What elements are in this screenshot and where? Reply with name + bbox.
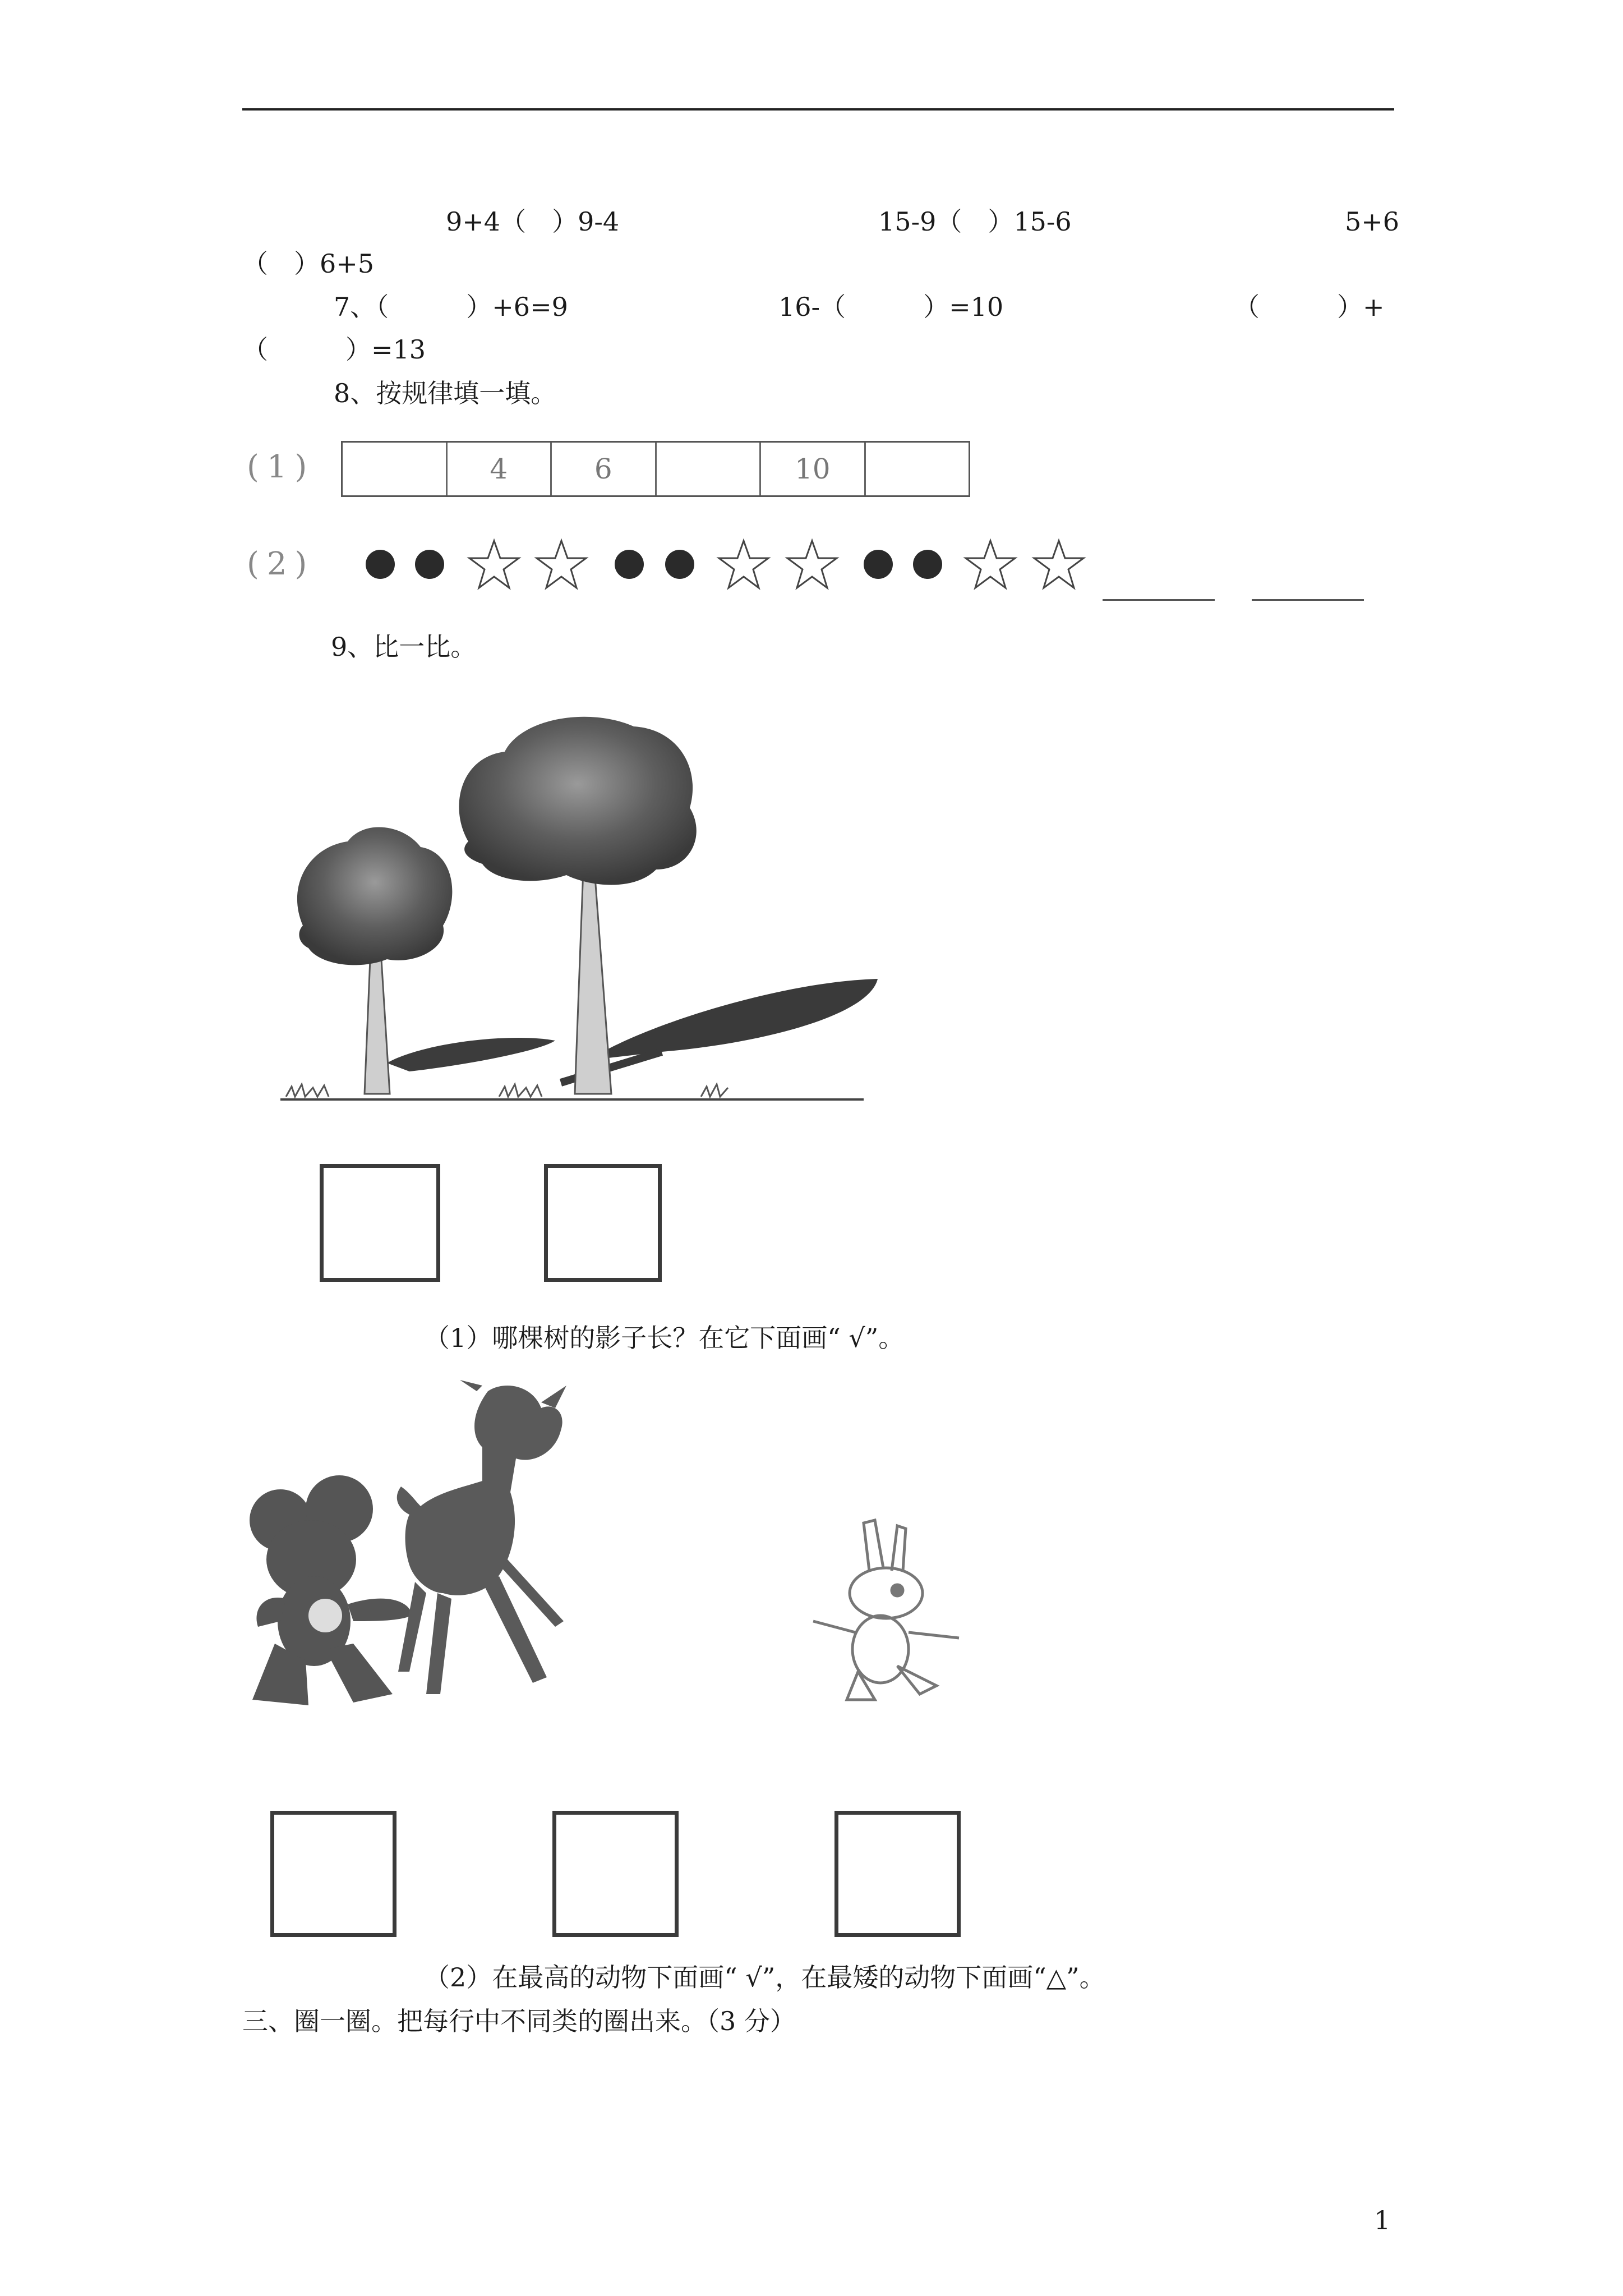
pattern-star bbox=[718, 539, 769, 590]
answer-box-small-tree[interactable] bbox=[320, 1164, 440, 1282]
pattern-star bbox=[468, 539, 520, 590]
deer-figure bbox=[397, 1380, 566, 1694]
question-7-part-3-start: （ ）+ bbox=[1234, 292, 1385, 322]
page-number: 1 bbox=[1374, 2205, 1391, 2235]
comparison-3-end: （ ）6+5 bbox=[242, 249, 375, 279]
comparison-3-start: 5+6 bbox=[1345, 206, 1400, 237]
pattern-dot bbox=[913, 550, 942, 579]
answer-blank-2[interactable] bbox=[1252, 599, 1364, 601]
answer-box-rabbit[interactable] bbox=[834, 1811, 961, 1937]
trees-illustration bbox=[275, 701, 886, 1111]
header-rule bbox=[242, 108, 1394, 111]
question-7-part-3-end: （ ）=13 bbox=[242, 334, 426, 365]
pattern-dot bbox=[665, 550, 694, 579]
pattern-cell-blank[interactable] bbox=[866, 443, 969, 495]
pattern-cell-blank[interactable] bbox=[657, 443, 762, 495]
question-9-sub-2: （2）在最高的动物下面画“ √”，在最矮的动物下面画“△”。 bbox=[424, 1962, 1105, 1993]
section-3-title: 三、圈一圈。把每行中不同类的圈出来。（3 分） bbox=[242, 2006, 796, 2036]
answer-box-mouse[interactable] bbox=[270, 1811, 396, 1937]
question-7-part-2: 16-（ ）=10 bbox=[778, 292, 1004, 322]
pattern-dot bbox=[415, 550, 444, 579]
question-7-part-1: 7、（ ）+6=9 bbox=[334, 292, 568, 322]
question-8-title: 8、按规律填一填。 bbox=[334, 378, 557, 408]
pattern-cell: 10 bbox=[761, 443, 866, 495]
question-9-sub-1: （1）哪棵树的影子长？在它下面画“ √”。 bbox=[424, 1323, 905, 1353]
pattern-row-1-label: (1) bbox=[247, 449, 315, 485]
pattern-dot bbox=[864, 550, 893, 579]
pattern-star bbox=[965, 539, 1016, 590]
answer-box-deer[interactable] bbox=[552, 1811, 679, 1937]
pattern-star bbox=[536, 539, 587, 590]
animals-illustration bbox=[241, 1380, 987, 1717]
answer-box-big-tree[interactable] bbox=[544, 1164, 662, 1282]
comparison-1: 9+4（ ）9-4 bbox=[446, 206, 620, 237]
question-9-title: 9、比一比。 bbox=[331, 632, 477, 662]
answer-blank-1[interactable] bbox=[1103, 599, 1215, 601]
pattern-row-2-label: (2) bbox=[247, 546, 315, 582]
pattern-dot bbox=[615, 550, 644, 579]
pattern-dot bbox=[366, 550, 395, 579]
number-pattern-table bbox=[341, 441, 970, 497]
rabbit-figure bbox=[813, 1520, 959, 1700]
pattern-cell-blank[interactable] bbox=[343, 443, 448, 495]
pattern-cell: 6 bbox=[552, 443, 657, 495]
comparison-2: 15-9（ ）15-6 bbox=[878, 206, 1072, 237]
pattern-star bbox=[1033, 539, 1085, 590]
pattern-star bbox=[786, 539, 838, 590]
pattern-cell: 4 bbox=[448, 443, 552, 495]
mouse-figure bbox=[250, 1475, 412, 1705]
